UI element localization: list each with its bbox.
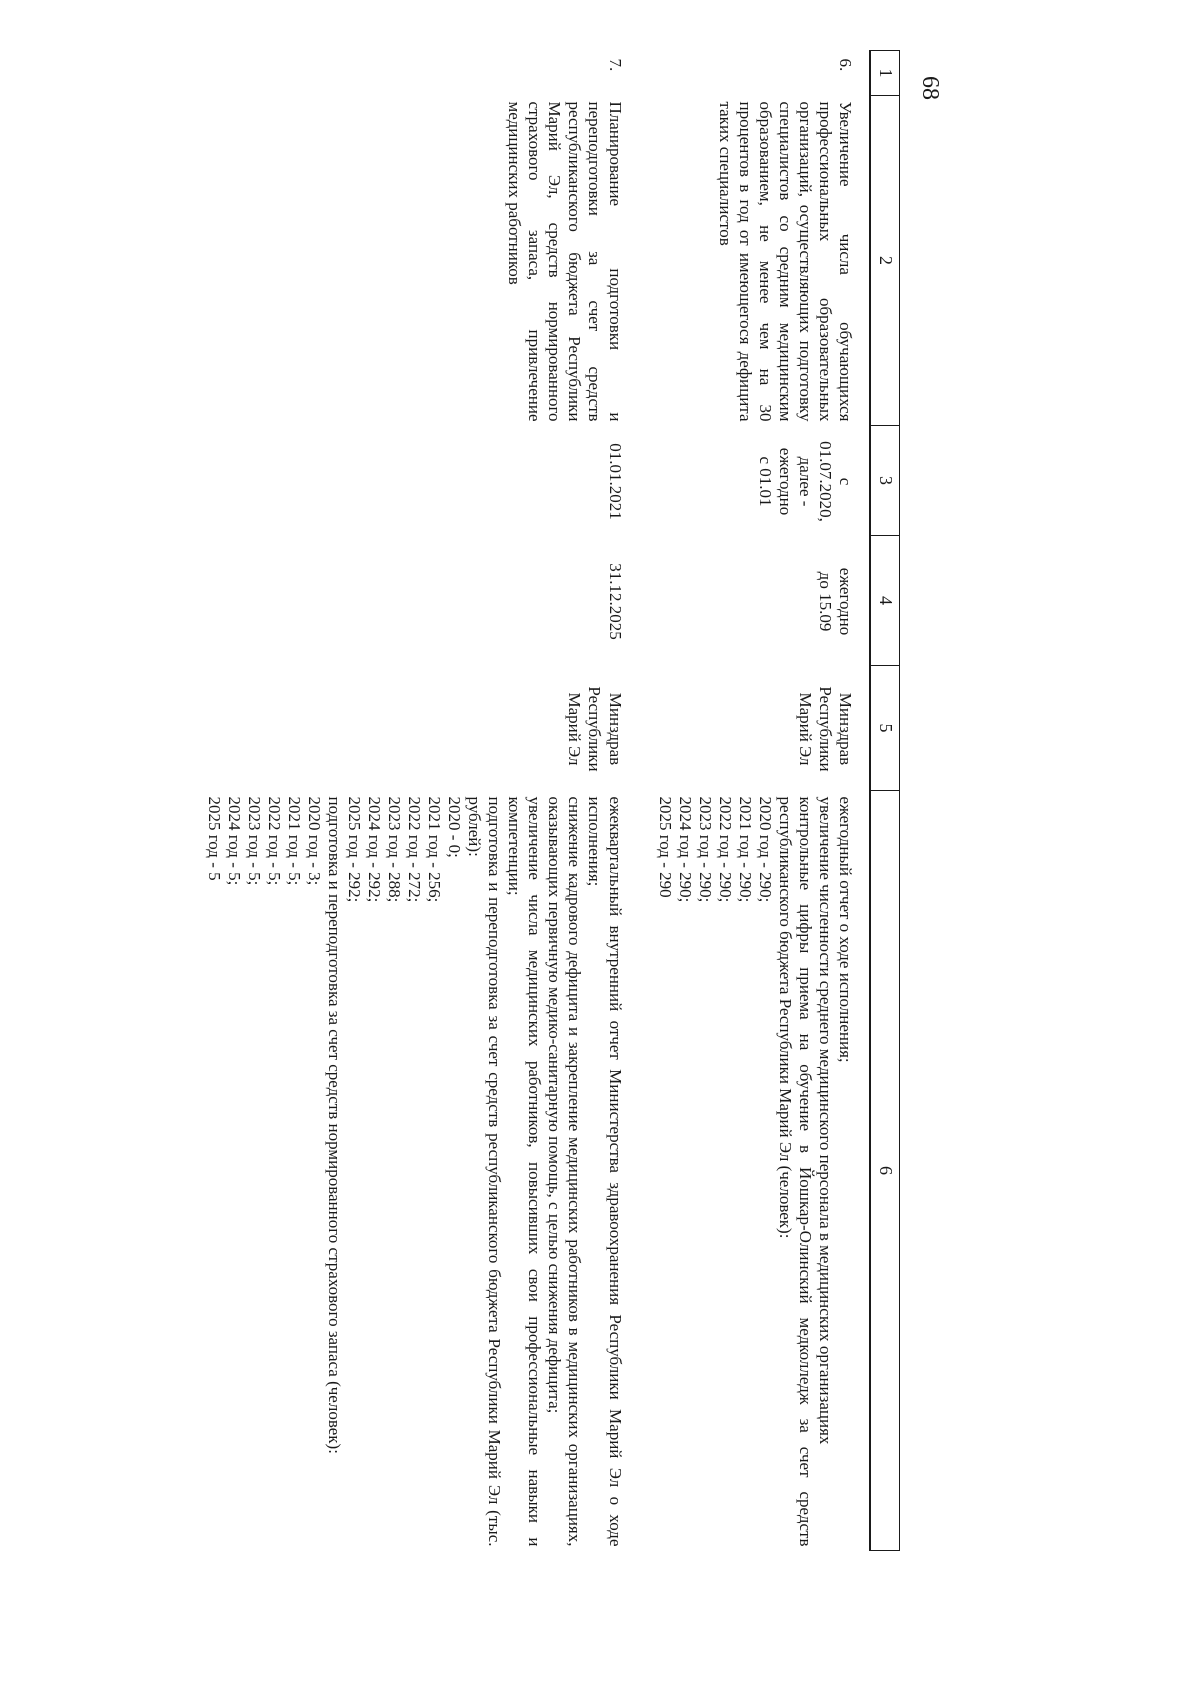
responsible <box>639 666 870 791</box>
header-col-4: 4 <box>870 536 900 666</box>
start-line: с 01.01 <box>755 456 775 507</box>
start-line: с <box>836 477 855 486</box>
row-number: 7. <box>605 58 625 72</box>
result-line: 2020 год - 290; <box>755 796 775 903</box>
result-line: 2021 год - 256; <box>425 796 445 903</box>
measure-description: Планирование подготовки и переподготовки за счет средств республиканского бюджета Республики Марий Эл, средств нормированного страхового запаса, привлечение медицинских работников <box>505 101 625 422</box>
page-number: 68 <box>917 76 944 100</box>
header-col-6: 6 <box>870 791 900 1551</box>
start-line: 01.01.2021 <box>605 443 625 520</box>
end-line: 31.12.2025 <box>605 563 625 640</box>
result-line: подготовка и переподготовка за счет средств нормированного страхового запаса (человек): <box>324 796 344 1454</box>
responsible-line: Минздрав <box>605 692 625 766</box>
result-line: ежегодный отчет о ходе исполнения; <box>836 796 855 1063</box>
result-indicators <box>639 791 870 1551</box>
result-line: 2021 год - 290; <box>735 796 755 903</box>
responsible-line: Марий Эл <box>795 692 815 766</box>
rotated-page-area <box>200 50 900 1550</box>
result-line: 2021 год - 5; <box>284 796 304 886</box>
table-row <box>188 51 639 1551</box>
landscape-content <box>200 50 900 1550</box>
result-line: 2023 год - 290; <box>695 796 715 903</box>
start-line: далее - <box>795 456 815 507</box>
start-date <box>188 426 639 536</box>
result-line: 2022 год - 272; <box>405 796 425 903</box>
result-line: 2024 год - 5; <box>224 796 244 886</box>
result-line: 2022 год - 5; <box>264 796 284 886</box>
header-col-5: 5 <box>870 666 900 791</box>
result-line: 2023 год - 288; <box>385 796 405 903</box>
result-line: 2022 год - 290; <box>715 796 735 903</box>
end-line: до 15.09 <box>815 571 835 632</box>
result-indicators <box>188 791 639 1551</box>
row-number: 6. <box>836 58 855 72</box>
start-line: ежегодно <box>775 447 795 516</box>
header-col-3: 3 <box>870 426 900 536</box>
responsible <box>188 666 639 791</box>
table-header-row <box>870 51 900 1551</box>
result-line: 2025 год - 5 <box>204 796 224 881</box>
table-row <box>639 51 870 1551</box>
result-line: снижение кадрового дефицита и закрепление медицинских работников в медицинских организациях, оказывающих первичную медико-санитарную помощь, с целью снижения дефицита; <box>545 796 585 1547</box>
result-line: 2025 год - 290 <box>655 796 675 898</box>
measures-table <box>188 50 900 1551</box>
responsible-line: Республики <box>585 686 605 772</box>
result-line: 2024 год - 290; <box>675 796 695 903</box>
responsible-line: Марий Эл <box>565 692 585 766</box>
result-line: 2020 - 0; <box>445 796 465 858</box>
result-line: 2020 год - 3; <box>304 796 324 886</box>
result-line: увеличение числа медицинских работников, повысивших свои профессиональные навыки и компетенции; <box>505 796 545 1547</box>
result-line: 2024 год - 292; <box>364 796 384 903</box>
end-line: ежегодно <box>836 567 855 636</box>
result-line: подготовка и переподготовка за счет средств республиканского бюджета Республики Марий Эл (тыс. рублей): <box>465 796 505 1547</box>
header-col-2: 2 <box>870 96 900 426</box>
responsible-line: Минздрав <box>836 692 855 766</box>
end-date <box>188 536 639 666</box>
start-line: 01.07.2020, <box>815 441 835 522</box>
responsible-line: Республики <box>815 686 835 772</box>
start-date <box>639 426 870 536</box>
header-col-1: 1 <box>870 51 900 96</box>
result-line: 2023 год - 5; <box>244 796 264 886</box>
result-line: контрольные цифры приема на обучение в Йошкар-Олинский медколледж за счет средств республиканского бюджета Республики Марий Эл (человек): <box>775 796 815 1547</box>
measure-description: Увеличение числа обучающихся профессиональных образовательных организаций, осуществляющих подготовку специалистов со средним медицинским образованием, не менее чем на 30 процентов в год от имеющегося дефицита таких специалистов <box>715 101 855 422</box>
result-line: увеличение численности среднего медицинского персонала в медицинских организациях <box>815 796 835 1445</box>
end-date <box>639 536 870 666</box>
result-line: 2025 год - 292; <box>344 796 364 903</box>
result-line: ежеквартальный внутренний отчет Министерства здравоохранения Республики Марий Эл о ходе исполнения; <box>585 796 625 1547</box>
